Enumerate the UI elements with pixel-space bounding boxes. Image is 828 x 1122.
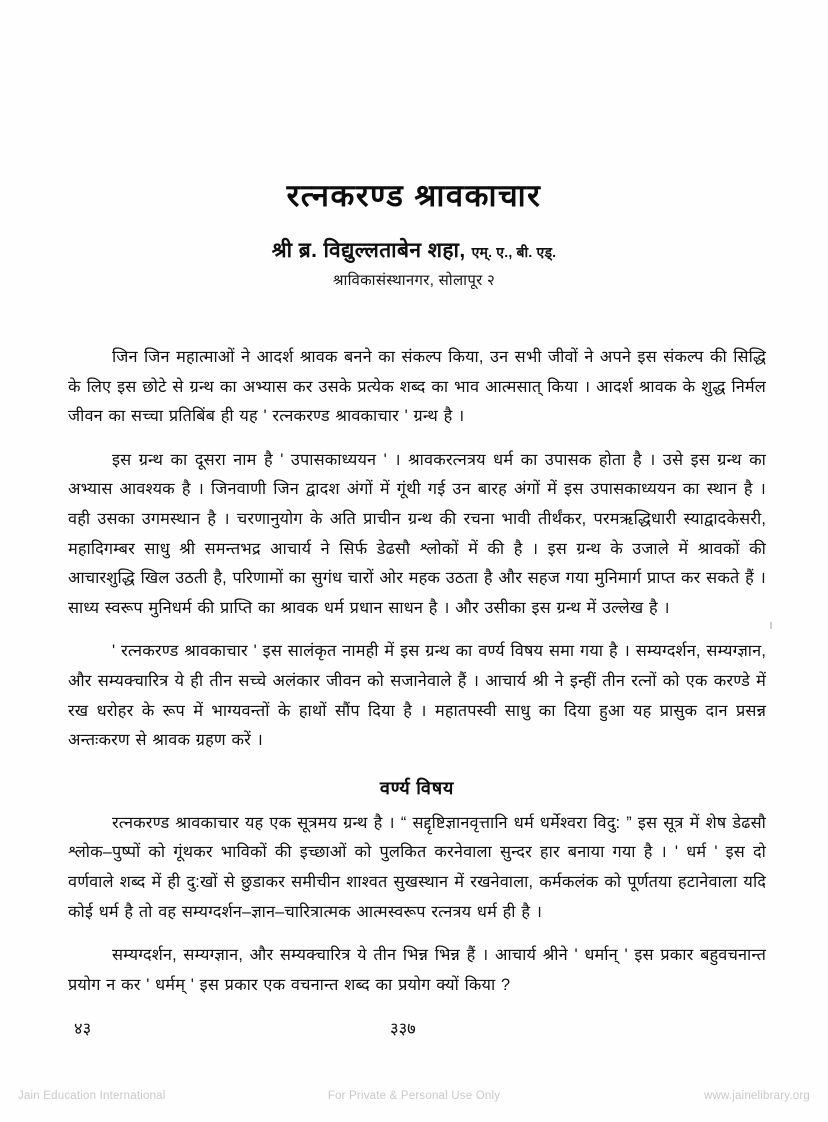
footer-usage-notice: For Private & Personal Use Only <box>327 1090 501 1102</box>
page-number-left: ४३ <box>74 1020 92 1038</box>
page-footer <box>0 1090 828 1110</box>
paragraph: इस ग्रन्थ का दूसरा नाम है ' उपासकाध्ययन ' । श्रावकरत्नत्रय धर्म का उपासक होता है । उसे इस ग्रन्थ का अभ्यास आवश्यक है । जिनवाणी जिन द्वादश अंगों में गूंथी गई उन बारह अंगों में इस उपासकाध्ययन का स्थान है । वही उसका उगमस्थान है । चरणानुयोग के अति प्राचीन ग्रन्थ की रचना भावी तीर्थंकर, परमऋद्धिधारी स्याद्वादकेसरी, महादिगम्बर साधु श्री समन्तभद्र आचार्य ने सिर्फ डेढसौ श्लोकों में की है । इस ग्रन्थ के उजाले में श्रावकों की आचारशुद्धि खिल उठती है, परिणामों का सुगंध चारों ओर महक उठता है और सहज गया मुनिमार्ग प्राप्त कर सकते हैं । साध्य स्वरूप मुनिधर्म की प्राप्ति का श्रावक धर्म प्रधान साधन है । और उसीका इस ग्रन्थ में उल्लेख है । <box>68 450 766 617</box>
author-line <box>0 238 828 263</box>
author-name: श्री ब्र. विद्युल्लताबेन शहा, <box>271 238 466 262</box>
paragraph: ' रत्नकरण्ड श्रावकाचार ' इस सालंकृत नामही में इस ग्रन्थ का वर्ण्य विषय समा गया है । सम्यग्दर्शन, सम्यग्ज्ञान, और सम्यक्चारित्र ये ही तीन सच्चे अलंकार जीवन को सजानेवाले हैं । आचार्य श्री ने इन्हीं तीन रत्नों को एक करण्डे में रख धरोहर के रूप में भाग्यवन्तों के हाथों सौंप दिया है । महातपस्वी साधु का दिया हुआ यह प्रासुक दान प्रसन्न अन्तःकरण से श्रावक ग्रहण करें । <box>68 642 766 750</box>
body-text <box>68 343 766 1000</box>
page-title: रत्नकरण्ड श्रावकाचार <box>286 178 542 213</box>
footer-website-link[interactable]: www.jainelibrary.org <box>703 1090 810 1102</box>
page-number-center: ३३७ <box>390 1020 416 1038</box>
paragraph: जिन जिन महात्माओं ने आदर्श श्रावक बनने का संकल्प किया, उन सभी जीवों ने अपने इस संकल्प की सिद्धि के लिए इस छोटे से ग्रन्थ का अभ्यास कर उसके प्रत्येक शब्द का भाव आत्मसात् किया । आदर्श श्रावक के शुद्ध निर्मल जीवन का सच्चा प्रतिबिंब ही यह ' रत्नकरण्ड श्रावकाचार ' ग्रन्थ है । <box>68 348 766 426</box>
author-place: श्राविकासंस्थानगर, सोलापूर २ <box>332 271 496 289</box>
scan-artifact-speck <box>770 622 772 629</box>
title-block <box>0 178 828 290</box>
author-degrees: एम्. ए., बी. एड्. <box>471 243 557 260</box>
page-number-row <box>68 1016 766 1042</box>
footer-organization: Jain Education International <box>18 1090 166 1102</box>
paragraph: सम्यग्दर्शन, सम्यग्ज्ञान, और सम्यक्चारित्र ये तीन भिन्न भिन्न हैं । आचार्य श्रीने ' धर्मान् ' इस प्रकार बहुवचनान्त प्रयोग न कर ' धर्मम् ' इस प्रकार एक वचनान्त शब्द का प्रयोग क्यों किया ? <box>68 946 766 994</box>
section-heading: वर्ण्य विषय <box>379 777 455 798</box>
paragraph: रत्नकरण्ड श्रावकाचार यह एक सूत्रमय ग्रन्थ है । “ सद्दृष्टिज्ञानवृत्तानि धर्म धर्मेश्वरा विदु: ” इस सूत्र में शेष डेढसौ श्लोक–पुष्पों को गूंथकर भाविकों की इच्छाओं को पुलकित करनेवाला सुन्दर हार बनाया गया है । ' धर्म ' इस दो वर्णवाले शब्द में ही दु:खों से छुडाकर समीचीन शाश्वत सुखस्थान में रखनेवाला, कर्मकलंक को पूर्णतया हटानेवाला यदि कोई धर्म है तो वह सम्यग्दर्शन–ज्ञान–चारित्रात्मक आत्मस्वरूप रत्नत्रय धर्म ही है । <box>68 813 766 921</box>
